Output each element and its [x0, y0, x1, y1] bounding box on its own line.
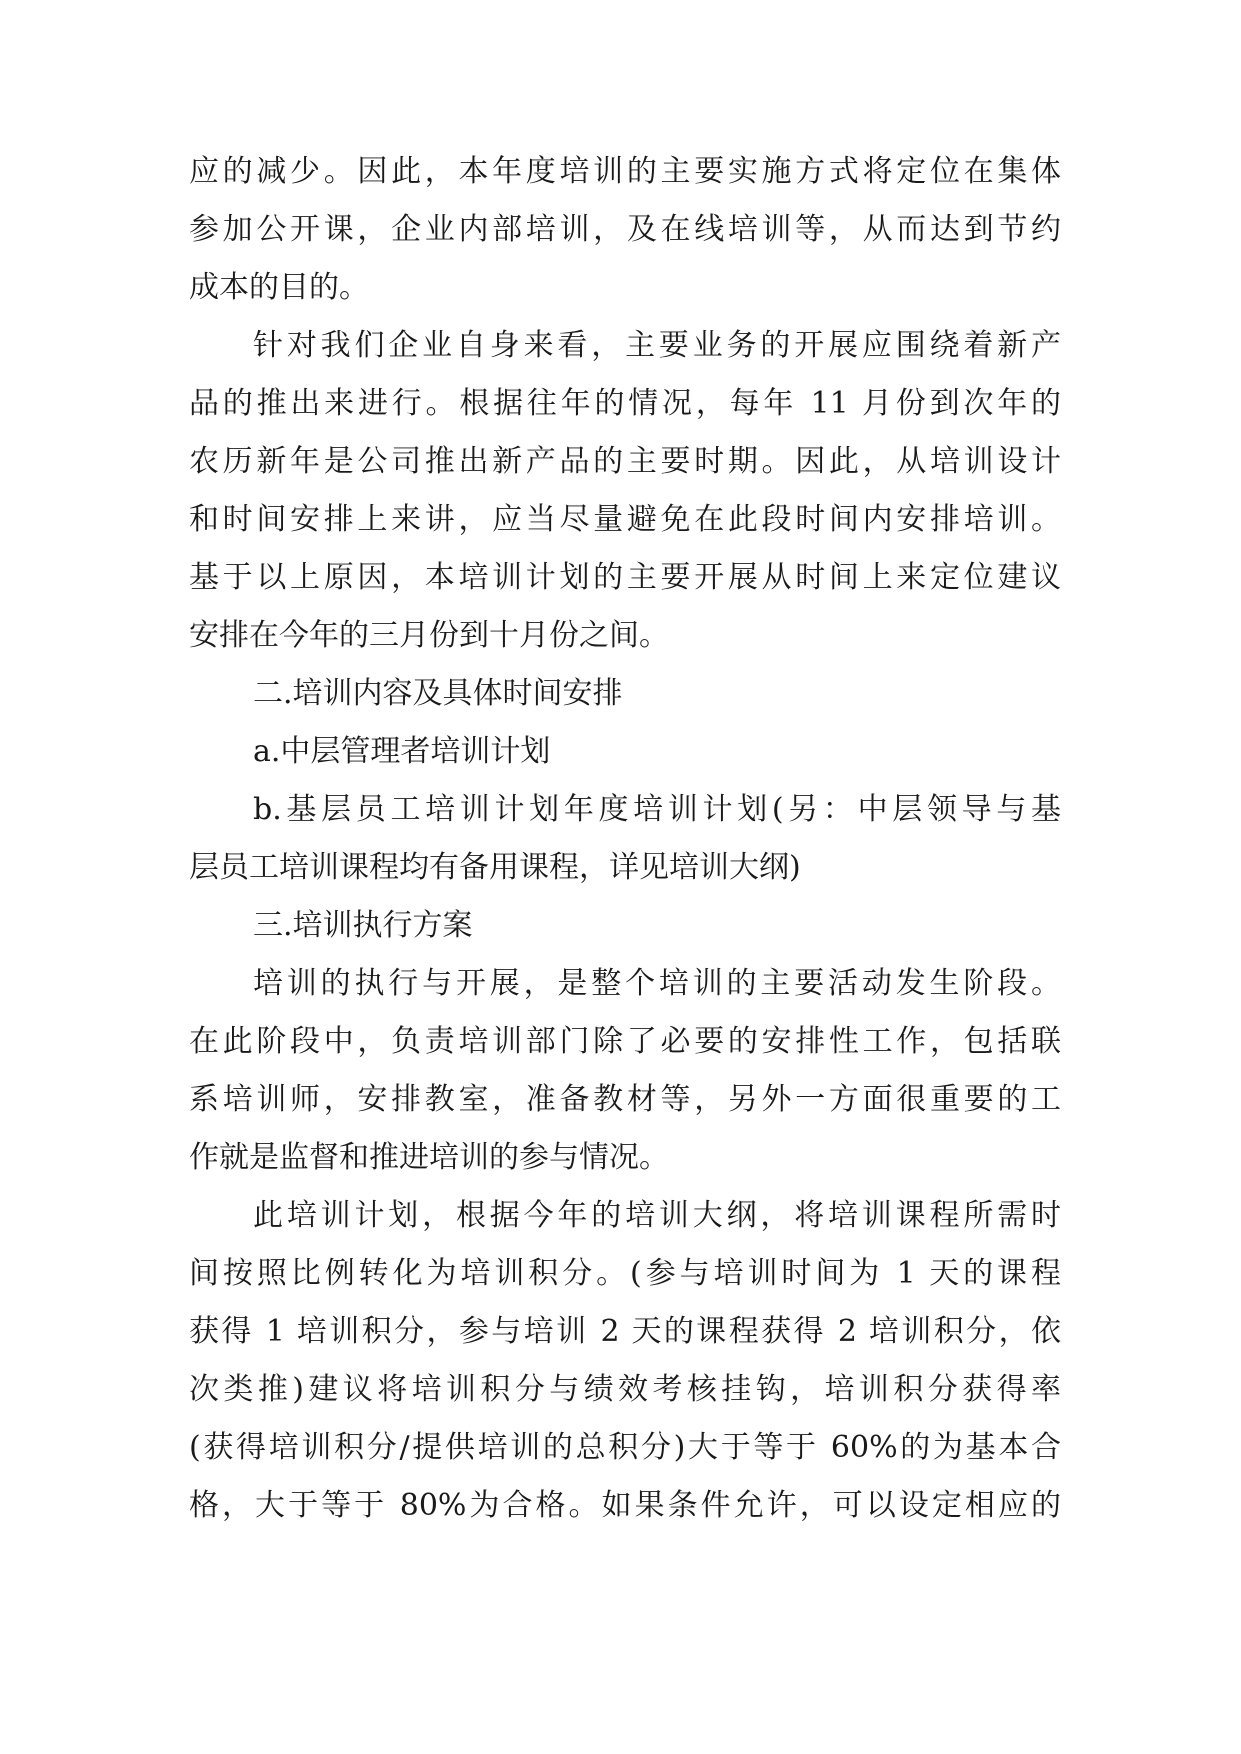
text-line: (获得培训积分/提供培训的总积分)大于等于 60%的为基本合 [189, 1430, 1061, 1465]
section-heading: 二.培训内容及具体时间安排 [253, 676, 623, 711]
text-line: 成本的目的。 [189, 270, 369, 305]
section-heading: 三.培训执行方案 [253, 908, 473, 943]
text-line: 安排在今年的三月份到十月份之间。 [189, 618, 669, 653]
paragraph-start-line: 培训的执行与开展，是整个培训的主要活动发生阶段。 [253, 966, 1061, 1001]
text-line: 次类推)建议将培训积分与绩效考核挂钩，培训积分获得率 [189, 1372, 1061, 1407]
text-line: 在此阶段中，负责培训部门除了必要的安排性工作，包括联 [189, 1024, 1061, 1059]
text-line: 应的减少。因此，本年度培训的主要实施方式将定位在集体 [189, 154, 1061, 189]
text-line: 农历新年是公司推出新产品的主要时期。因此，从培训设计 [189, 444, 1061, 479]
text-line: 参加公开课，企业内部培训，及在线培训等，从而达到节约 [189, 212, 1061, 247]
text-line: 系培训师，安排教室，准备教材等，另外一方面很重要的工 [189, 1082, 1061, 1117]
paragraph-start-line: 针对我们企业自身来看，主要业务的开展应围绕着新产 [253, 328, 1061, 363]
subsection-item: a.中层管理者培训计划 [253, 734, 551, 769]
text-line: 格，大于等于 80%为合格。如果条件允许，可以设定相应的 [189, 1488, 1061, 1523]
text-line: 基于以上原因，本培训计划的主要开展从时间上来定位建议 [189, 560, 1061, 595]
text-line: 品的推出来进行。根据往年的情况，每年 11 月份到次年的 [189, 386, 1061, 421]
text-line: 和时间安排上来讲，应当尽量避免在此段时间内安排培训。 [189, 502, 1061, 537]
paragraph-start-line: 此培训计划，根据今年的培训大纲，将培训课程所需时 [253, 1198, 1061, 1233]
text-line: 作就是监督和推进培训的参与情况。 [189, 1140, 669, 1175]
text-line: 获得 1 培训积分，参与培训 2 天的课程获得 2 培训积分，依 [189, 1314, 1061, 1349]
subsection-item: b.基层员工培训计划年度培训计划(另：中层领导与基 [253, 792, 1061, 827]
text-line: 间按照比例转化为培训积分。(参与培训时间为 1 天的课程 [189, 1256, 1061, 1291]
text-line: 层员工培训课程均有备用课程，详见培训大纲) [189, 850, 801, 885]
